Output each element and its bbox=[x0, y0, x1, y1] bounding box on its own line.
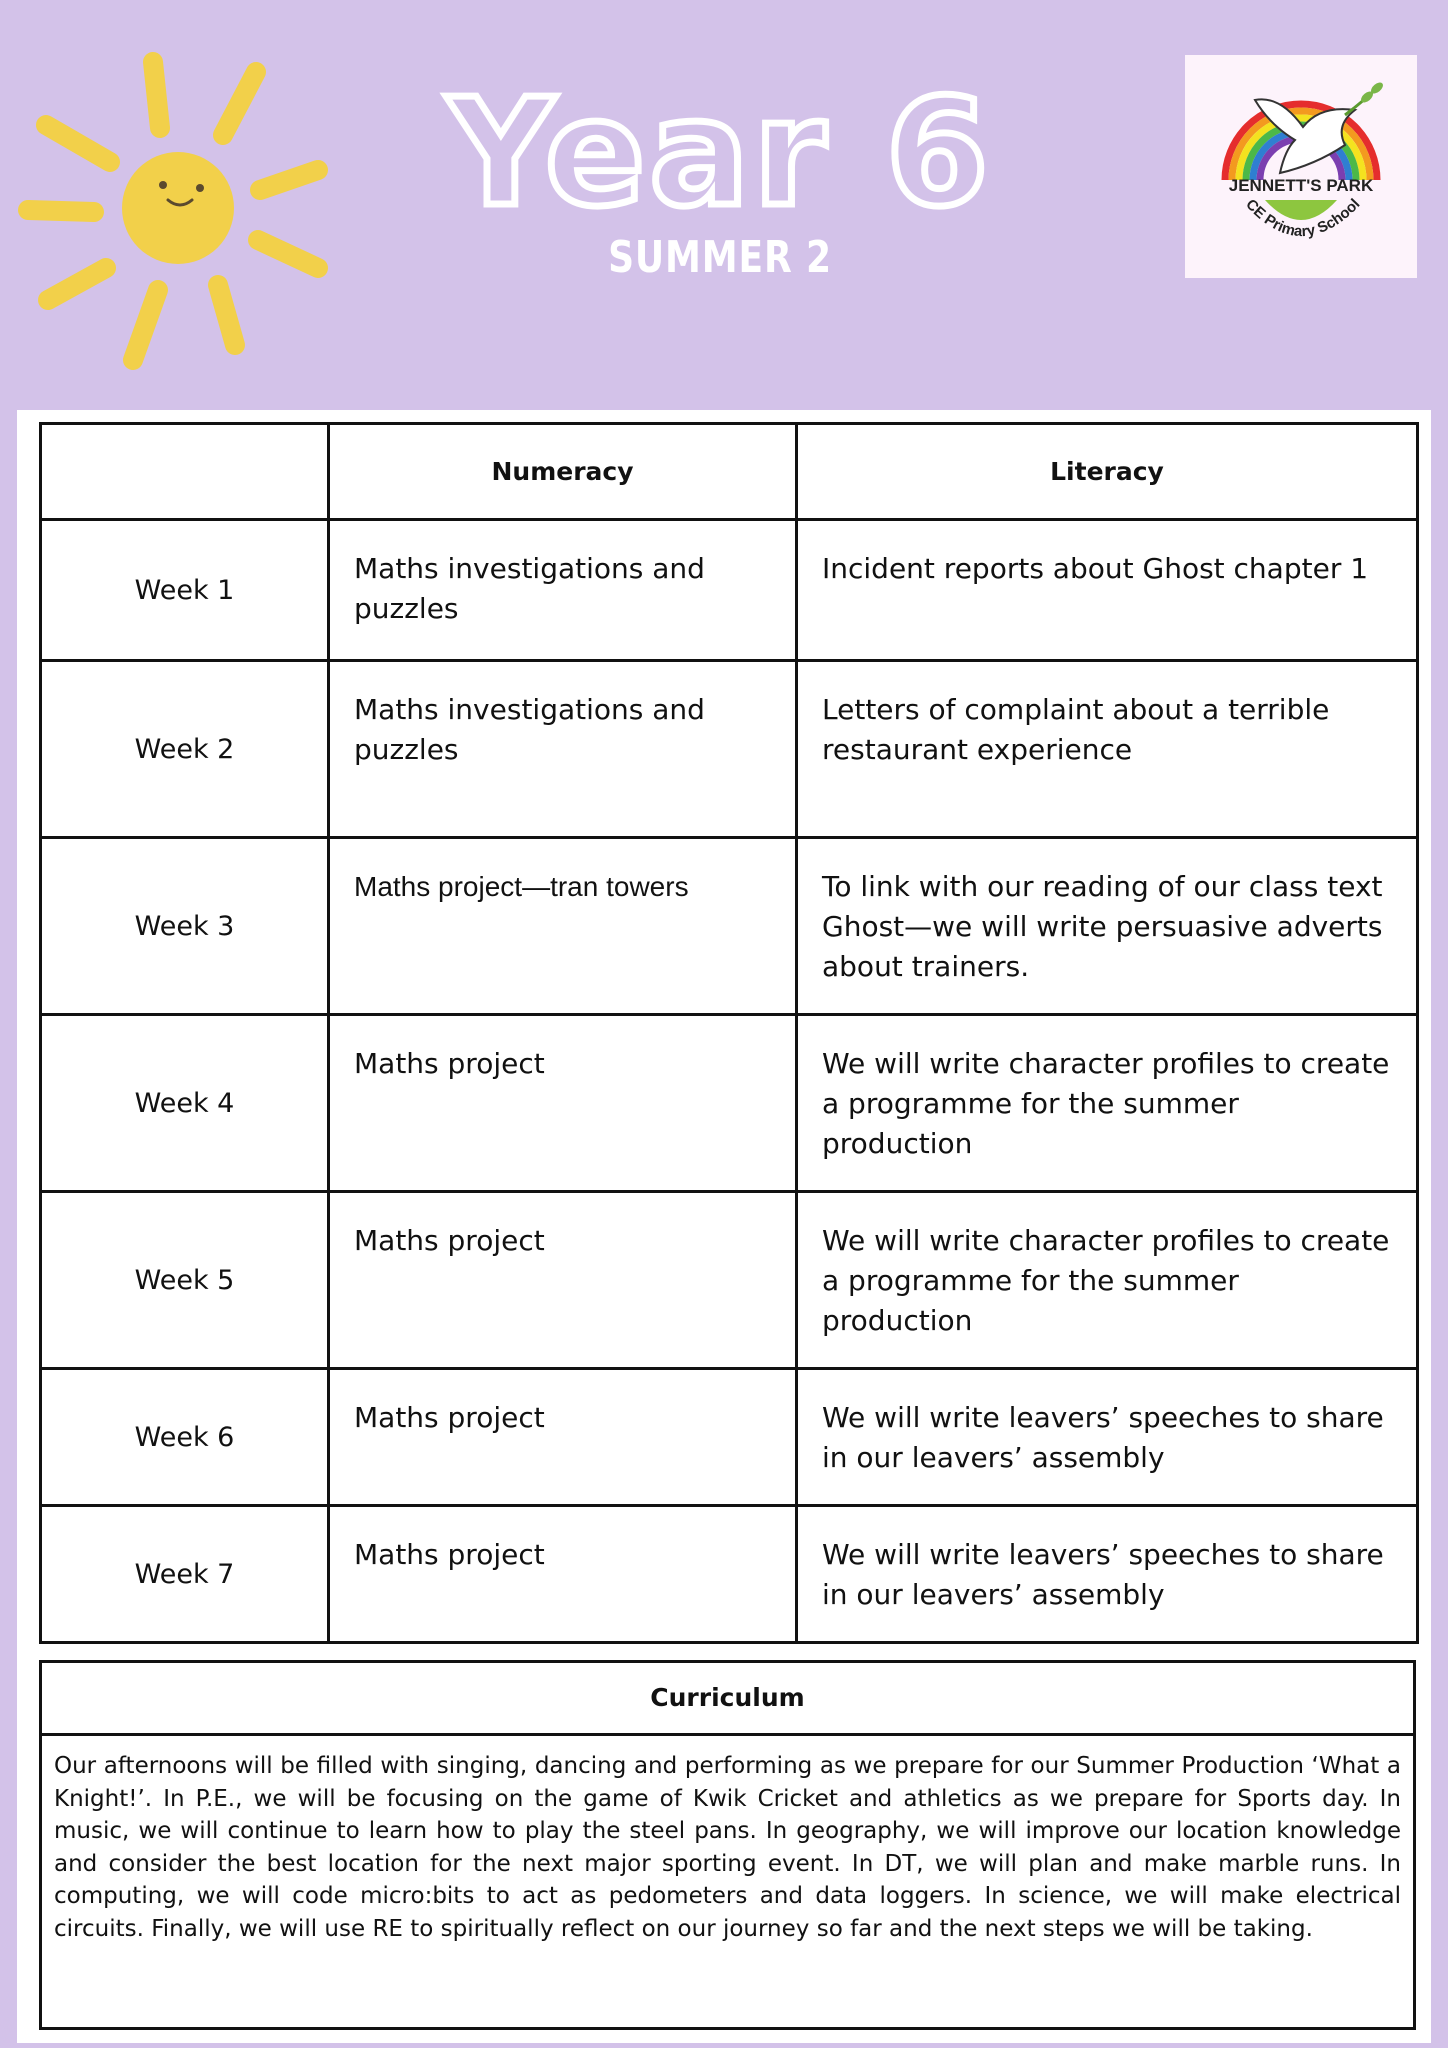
table-row bbox=[41, 1015, 1418, 1192]
curriculum-text: Our afternoons will be filled with singing, dancing and performing as we prepare for our Summer Production ‘What a Knight!’. In P.E., we will be focusing on the game of Kwik Cricket and athletics as we prepare for Sports day. In music, we will continue to learn how to play the steel pans. In geography, we will improve our location knowledge and consider the best location for the next major sporting event. In DT, we will plan and make marble runs. In computing, we will code micro:bits to act as pedometers and data loggers. In science, we will make electrical circuits. Finally, we will use RE to spiritually reflect on our journey so far and the next steps we will be taking. bbox=[54, 1753, 1401, 1942]
numeracy-cell: Maths project bbox=[329, 1015, 797, 1192]
page-title: Year 6 bbox=[447, 67, 993, 239]
logo-line2: CE Primary School bbox=[1242, 195, 1364, 241]
page-subtitle: SUMMER 2 bbox=[608, 232, 832, 283]
table-header-row bbox=[41, 424, 1418, 520]
week-label: Week 4 bbox=[41, 1015, 329, 1192]
table-row bbox=[41, 1506, 1418, 1643]
numeracy-cell: Maths investigations and puzzles bbox=[329, 661, 797, 838]
literacy-cell: We will write character profiles to create a programme for the summer production bbox=[797, 1015, 1418, 1192]
table-row bbox=[41, 838, 1418, 1015]
literacy-cell: To link with our reading of our class text Ghost—we will write persuasive adverts about trainers. bbox=[797, 838, 1418, 1015]
table-row bbox=[41, 661, 1418, 838]
numeracy-cell: Maths project bbox=[329, 1506, 797, 1643]
numeracy-cell: Maths project bbox=[329, 1369, 797, 1506]
week-label: Week 1 bbox=[41, 520, 329, 661]
header-numeracy: Numeracy bbox=[329, 424, 797, 520]
week-label: Week 6 bbox=[41, 1369, 329, 1506]
header-literacy: Literacy bbox=[797, 424, 1418, 520]
literacy-cell: Incident reports about Ghost chapter 1 bbox=[797, 520, 1418, 661]
week-label: Week 5 bbox=[41, 1192, 329, 1369]
literacy-cell: We will write character profiles to create a programme for the summer production bbox=[797, 1192, 1418, 1369]
literacy-cell: We will write leavers’ speeches to share in our leavers’ assembly bbox=[797, 1369, 1418, 1506]
weekly-plan-table bbox=[39, 422, 1419, 1644]
week-label: Week 2 bbox=[41, 661, 329, 838]
logo-line1: JENNETT'S PARK bbox=[1228, 176, 1374, 195]
numeracy-cell: Maths project bbox=[329, 1192, 797, 1369]
table-row bbox=[41, 1369, 1418, 1506]
header-empty bbox=[41, 424, 329, 520]
table-row bbox=[41, 520, 1418, 661]
curriculum-box bbox=[39, 1660, 1416, 2030]
content-sheet bbox=[17, 410, 1431, 2043]
numeracy-cell: Maths project—tran towers bbox=[329, 838, 797, 1015]
literacy-cell: Letters of complaint about a terrible restaurant experience bbox=[797, 661, 1418, 838]
week-label: Week 3 bbox=[41, 838, 329, 1015]
literacy-cell: We will write leavers’ speeches to share in our leavers’ assembly bbox=[797, 1506, 1418, 1643]
school-logo bbox=[1185, 55, 1417, 278]
table-row bbox=[41, 1192, 1418, 1369]
sun-illustration bbox=[18, 50, 338, 380]
page-header bbox=[0, 0, 1448, 410]
week-label: Week 7 bbox=[41, 1506, 329, 1643]
curriculum-heading: Curriculum bbox=[42, 1663, 1413, 1736]
numeracy-cell: Maths investigations and puzzles bbox=[329, 520, 797, 661]
